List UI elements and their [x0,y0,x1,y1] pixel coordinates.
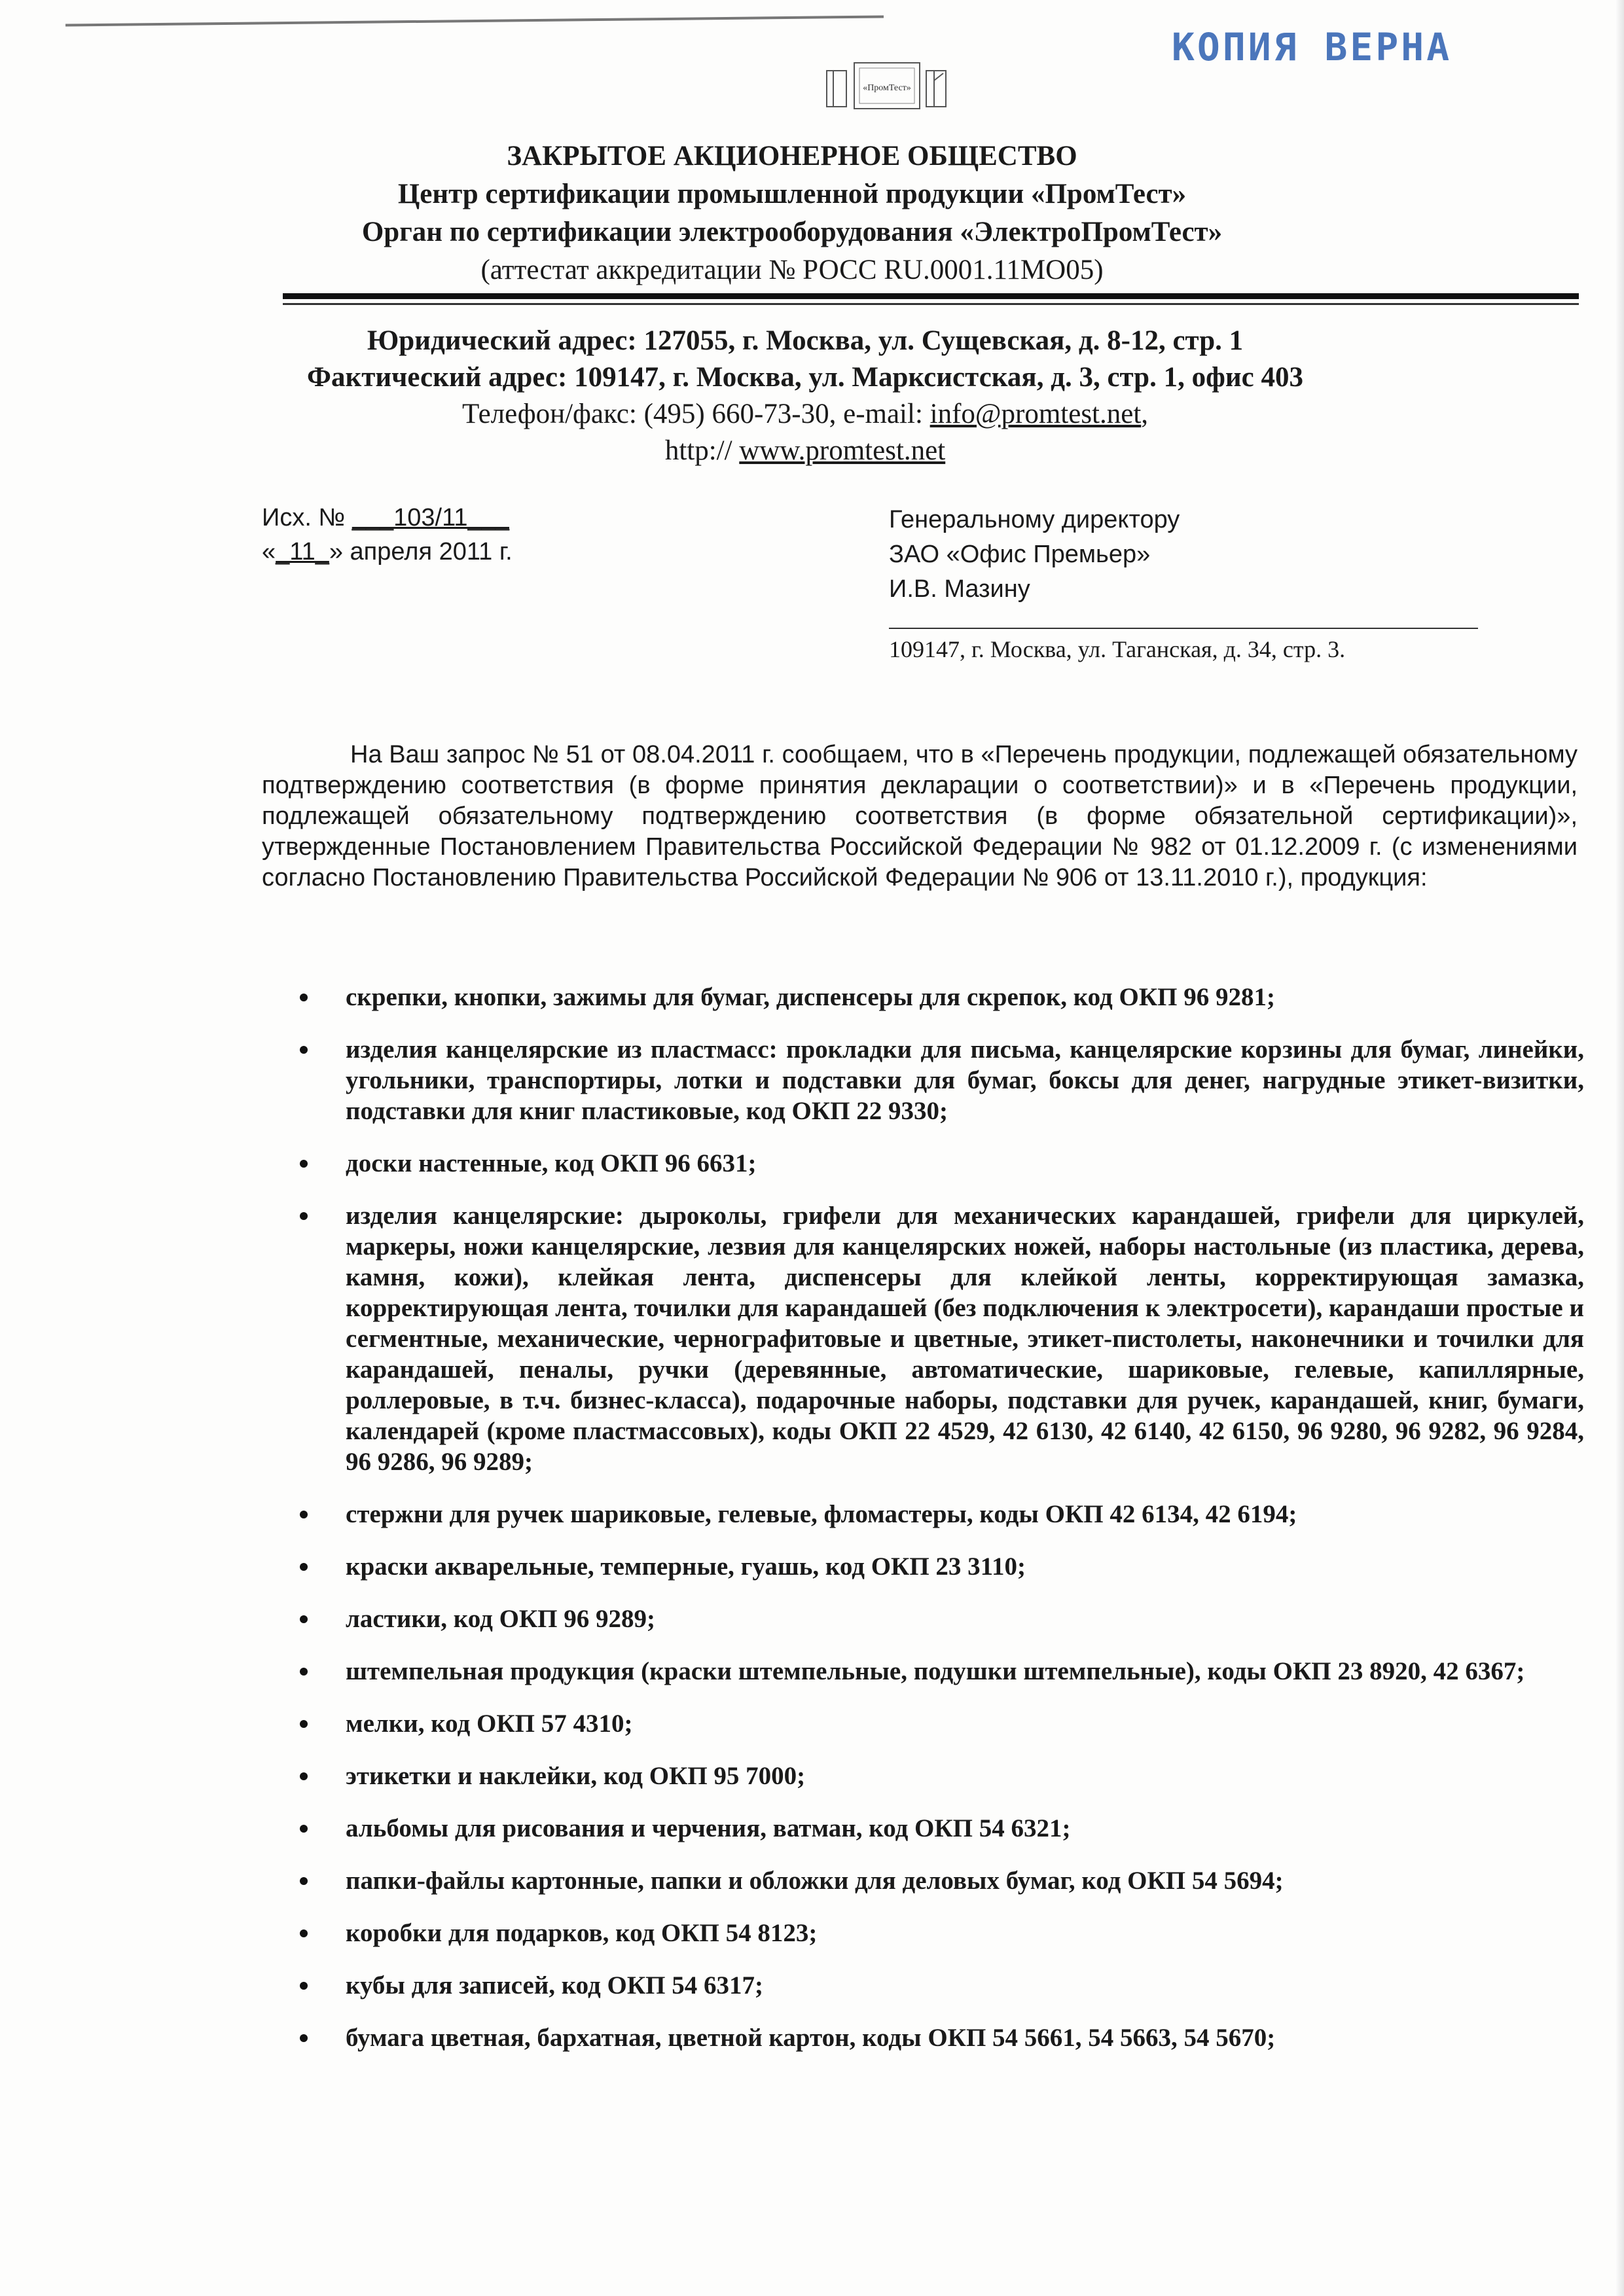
list-item [288,2022,1584,2053]
letter-body-paragraph: На Ваш запрос № 51 от 08.04.2011 г. сообщаем, что в «Перечень продукции, подлежащей обязательному подтверждению соответствия (в форме принятия декларации о соответствии)» и в «Перечень продукции, подлежащей обязательному подтверждению соответствия (в форме обязательной сертификации)», утвержденные Постановлением Правительства Российской Федерации № 982 от 01.12.2009 г. (с изменениями согласно Постановлению Правительства Российской Федерации № 906 от 13.11.2010 г.), продукция: [262,741,1578,891]
promtest-logo [821,58,952,117]
website-link[interactable]: www.promtest.net [739,435,946,466]
list-item [288,1034,1584,1126]
bullet-icon [300,1615,308,1623]
list-item [288,1865,1584,1896]
list-item [288,1813,1584,1844]
list-item-text: стержни для ручек шариковые, гелевые, фломастеры, коды ОКП 42 6134, 42 6194; [346,1500,1297,1528]
scan-artifact-line [65,15,884,26]
list-item [288,1551,1584,1582]
bullet-icon [300,1046,308,1054]
list-item [288,1148,1584,1179]
phone-text: Телефон/факс: (495) 660-73-30, e-mail: [461,399,930,429]
list-item-text: доски настенные, код ОКП 96 6631; [346,1149,757,1177]
org-type: ЗАКРЫТОЕ АКЦИОНЕРНОЕ ОБЩЕСТВО [507,141,1077,171]
actual-address: Фактический адрес: 109147, г. Москва, ул. Марксистская, д. 3, стр. 1, офис 403 [307,362,1303,393]
list-item [288,1708,1584,1739]
list-item-text: кубы для записей, код ОКП 54 6317; [346,1971,763,2000]
list-item-text: ластики, код ОКП 96 9289; [346,1605,656,1633]
list-item [288,1499,1584,1530]
recipient-address: 109147, г. Москва, ул. Таганская, д. 34, стр. 3. [889,636,1346,662]
date-quote-open: « [262,538,276,565]
bullet-icon [300,1668,308,1676]
bullet-icon [300,1825,308,1833]
product-list [288,982,1584,2075]
list-item [288,1604,1584,1634]
phone-suffix: , [1141,399,1149,429]
bullet-icon [300,1929,308,1937]
recipient-title: Генеральному директору [889,506,1180,533]
logo-text: «ПромТест» [863,83,911,93]
letterhead [275,137,1309,289]
list-item-text: мелки, код ОКП 57 4310; [346,1710,633,1738]
list-item [288,982,1584,1013]
email-link[interactable]: info@promtest.net [929,399,1142,429]
legal-address: Юридический адрес: 127055, г. Москва, ул. Сущевская, д. 8-12, стр. 1 [367,325,1244,356]
outgoing-date-rest: » апреля 2011 г. [329,538,513,565]
scan-edge-shadow [1615,0,1624,2296]
list-item [288,1200,1584,1477]
bullet-icon [300,1160,308,1168]
outgoing-date-day: _11_ [276,538,329,565]
list-item-text: этикетки и наклейки, код ОКП 95 7000; [346,1762,806,1790]
list-item-text: краски акварельные, темперные, гуашь, код ОКП 23 3110; [346,1552,1026,1581]
list-item-text: бумага цветная, бархатная, цветной картон, коды ОКП 54 5661, 54 5663, 54 5670; [346,2024,1276,2052]
bullet-icon [300,1563,308,1571]
recipient-divider [889,628,1478,629]
outgoing-number-line [262,501,513,535]
outgoing-reference [262,501,513,569]
list-item-text: изделия канцелярские из пластмасс: прокладки для письма, канцелярские корзины для бумаг, линейки, угольники, транспортиры, лотки и подставки для бумаг, боксы для денег, нагрудные этикет-визитки, подставки для книг пластиковые, код ОКП 22 9330; [346,1035,1584,1125]
bullet-icon [300,1982,308,1990]
header-divider-thin [283,303,1579,305]
list-item-text: изделия канцелярские: дыроколы, грифели для механических карандашей, грифели для циркулей, маркеры, ножи канцелярские, лезвия для канцелярских ножей, наборы настольные (из пластика, дерева, камня, кожи), клейкая лента, диспенсеры для клейкой ленты, корректирующая замазка, корректирующая лента, точилки для карандашей (без подключения к электросети), карандаши простые и сегментные, механические, чернографитовые и цветные, этикет-пистолеты, наконечники и точилки для карандашей, пеналы, ручки (деревянные, автоматические, шариковые, гелевые, капиллярные, роллеровые, в т.ч. бизнес-класса), подарочные наборы, подставки для ручек, карандашей, книг, бумаги, календарей (кроме пластмассовых), коды ОКП 22 4529, 42 6130, 42 6140, 42 6150, 96 9280, 96 9282, 96 9284, 96 9286, 96 9289; [346,1202,1584,1476]
website-line [281,433,1329,469]
list-item [288,1656,1584,1687]
list-item [288,1918,1584,1948]
list-item-text: альбомы для рисования и черчения, ватман, код ОКП 54 6321; [346,1814,1071,1842]
list-item [288,1761,1584,1791]
list-item-text: коробки для подарков, код ОКП 54 8123; [346,1919,818,1947]
recipient-company: ЗАО «Офис Премьер» [889,541,1151,568]
phone-email-line [281,396,1329,433]
bullet-icon [300,994,308,1001]
org-center-name: Центр сертификации промышленной продукции «ПромТест» [397,179,1187,209]
bullet-icon [300,1772,308,1780]
recipient-block [889,503,1478,664]
outgoing-date-line [262,535,513,569]
list-item-text: папки-файлы картонные, папки и обложки для деловых бумаг, код ОКП 54 5694; [346,1867,1284,1895]
copy-certified-stamp: КОПИЯ ВЕРНА [1172,25,1453,69]
outgoing-number-label: Исх. № [262,504,352,531]
list-item-text: штемпельная продукция (краски штемпельные, подушки штемпельные), коды ОКП 23 8920, 42 6367; [346,1657,1525,1685]
bullet-icon [300,1212,308,1220]
list-item-text: скрепки, кнопки, зажимы для бумаг, диспенсеры для скрепок, код ОКП 96 9281; [346,983,1275,1011]
recipient-name: И.В. Мазину [889,575,1030,603]
outgoing-number: ___103/11___ [352,504,509,531]
list-item [288,1970,1584,2001]
contact-block [281,323,1329,469]
accreditation-number: (аттестат аккредитации № РОСС RU.0001.11МО05) [480,255,1104,285]
web-prefix: http:// [664,435,740,466]
bullet-icon [300,1511,308,1518]
bullet-icon [300,1720,308,1728]
bullet-icon [300,2034,308,2042]
header-divider-thick [283,293,1579,299]
bullet-icon [300,1877,308,1885]
certification-body-name: Орган по сертификации электрооборудования «ЭлектроПромТест» [361,217,1223,247]
